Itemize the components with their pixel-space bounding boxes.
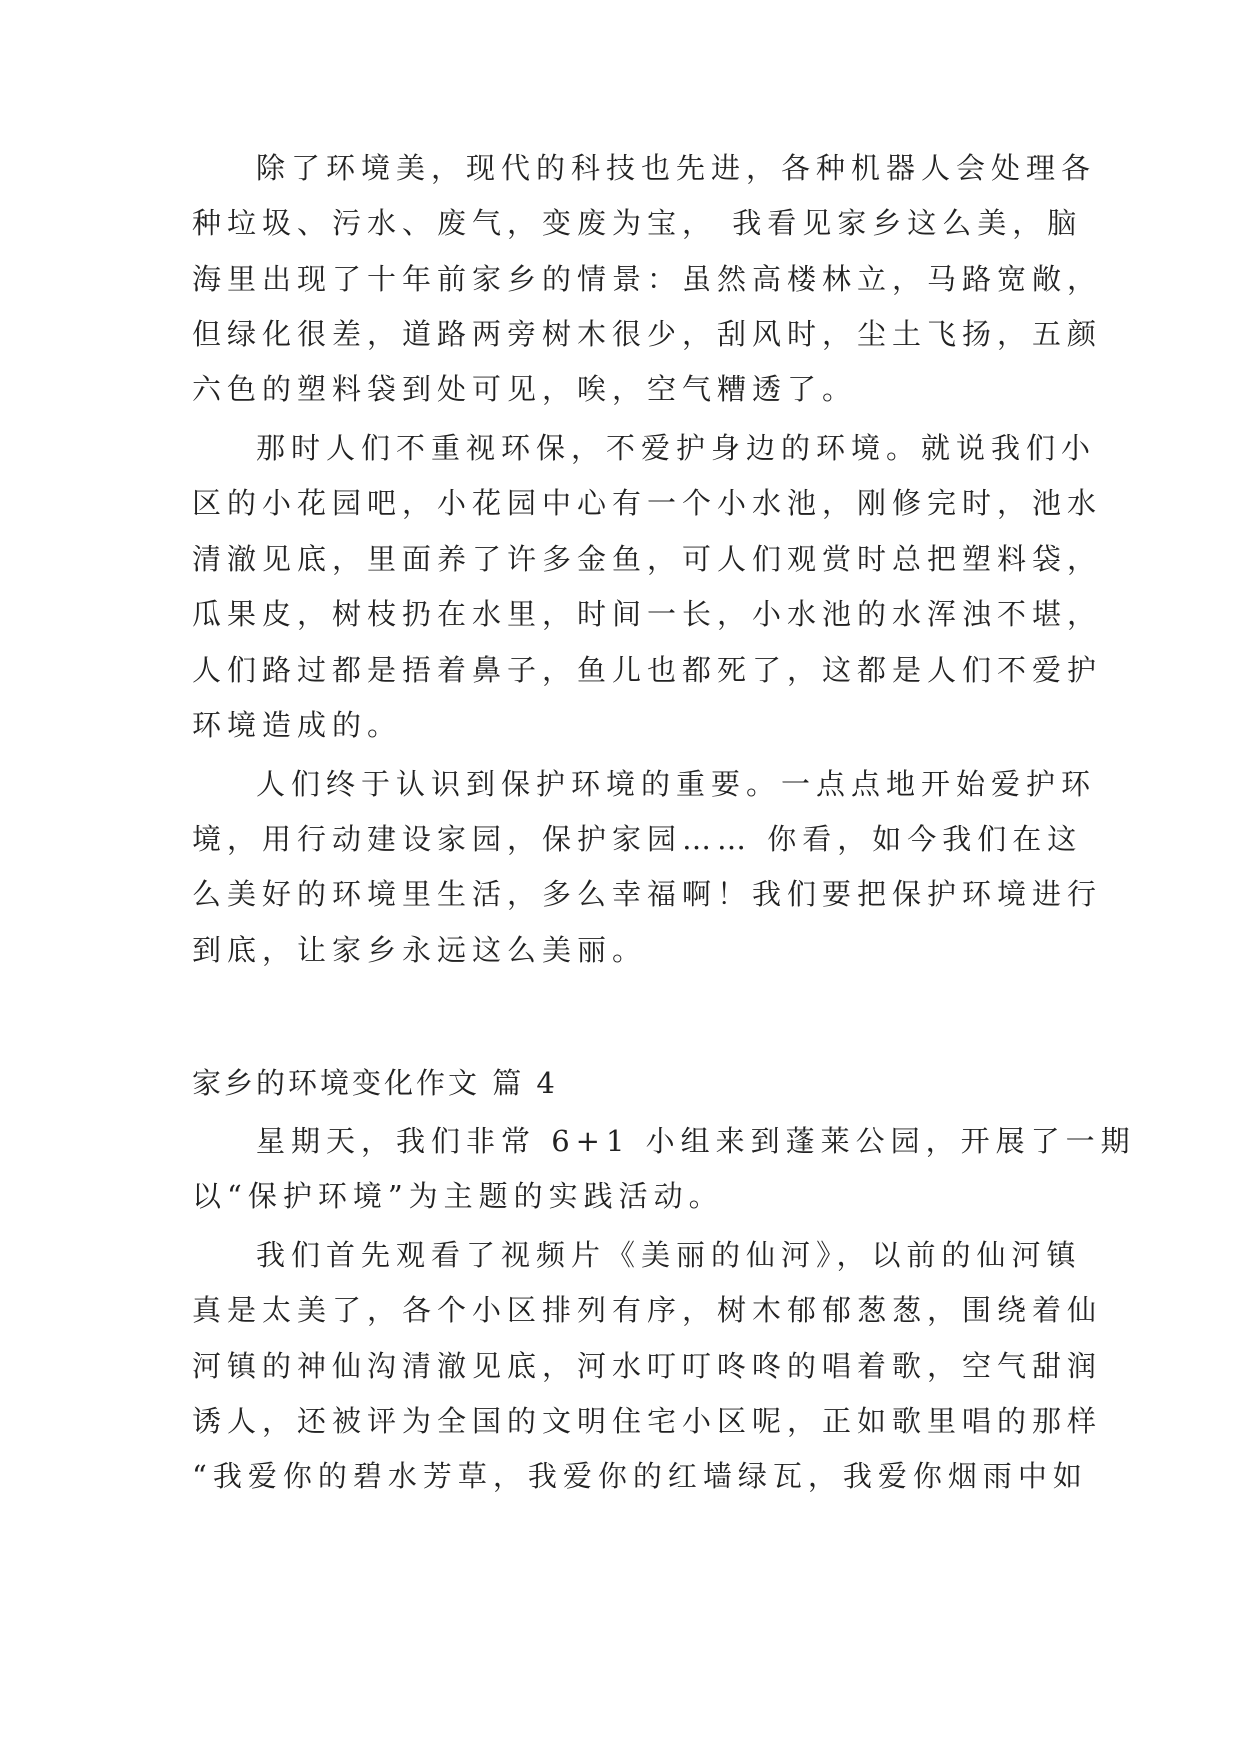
paragraph-line: 人们路过都是捂着鼻子，鱼儿也都死了，这都是人们不爱护 xyxy=(192,653,1103,687)
paragraph-line: 瓜果皮，树枝扔在水里，时间一长，小水池的水浑浊不堪， xyxy=(192,597,1103,631)
paragraph-line: 到底，让家乡永远这么美丽。 xyxy=(192,933,648,967)
section-heading: 家乡的环境变化作文 篇 4 xyxy=(192,1066,558,1100)
paragraph-line: 六色的塑料袋到处可见，唉，空气糟透了。 xyxy=(192,372,858,406)
paragraph-line: 真是太美了，各个小区排列有序，树木郁郁葱葱，围绕着仙 xyxy=(192,1293,1103,1327)
paragraph-line: 星期天，我们非常 6+1 小组来到蓬莱公园，开展了一期 xyxy=(256,1124,1136,1158)
paragraph-line: 境，用行动建设家园，保护家园…… 你看，如今我们在这 xyxy=(192,822,1083,856)
paragraph-line: 区的小花园吧，小花园中心有一个小水池，刚修完时，池水 xyxy=(192,486,1103,520)
paragraph-line: 人们终于认识到保护环境的重要。一点点地开始爱护环 xyxy=(256,767,1097,801)
paragraph-line: 清澈见底，里面养了许多金鱼，可人们观赏时总把塑料袋， xyxy=(192,542,1103,576)
paragraph-line: 但绿化很差，道路两旁树木很少，刮风时，尘土飞扬，五颜 xyxy=(192,317,1103,351)
paragraph-line: 我们首先观看了视频片《美丽的仙河》，以前的仙河镇 xyxy=(256,1238,1082,1272)
paragraph-line: 种垃圾、污水、废气，变废为宝， 我看见家乡这么美，脑 xyxy=(192,206,1083,240)
paragraph-line: 河镇的神仙沟清澈见底，河水叮叮咚咚的唱着歌，空气甜润 xyxy=(192,1349,1103,1383)
paragraph-line: “我爱你的碧水芳草，我爱你的红墙绿瓦，我爱你烟雨中如 xyxy=(192,1459,1088,1493)
paragraph-line: 诱人，还被评为全国的文明住宅小区呢，正如歌里唱的那样 xyxy=(192,1404,1103,1438)
paragraph-line: 么美好的环境里生活，多么幸福啊！我们要把保护环境进行 xyxy=(192,877,1103,911)
paragraph-line: 海里出现了十年前家乡的情景：虽然高楼林立，马路宽敞， xyxy=(192,262,1103,296)
paragraph-line: 以“保护环境”为主题的实践活动。 xyxy=(192,1179,724,1213)
paragraph-line: 环境造成的。 xyxy=(192,708,403,742)
paragraph-line: 那时人们不重视环保，不爱护身边的环境。就说我们小 xyxy=(256,431,1097,465)
paragraph-line: 除了环境美，现代的科技也先进，各种机器人会处理各 xyxy=(256,151,1097,185)
